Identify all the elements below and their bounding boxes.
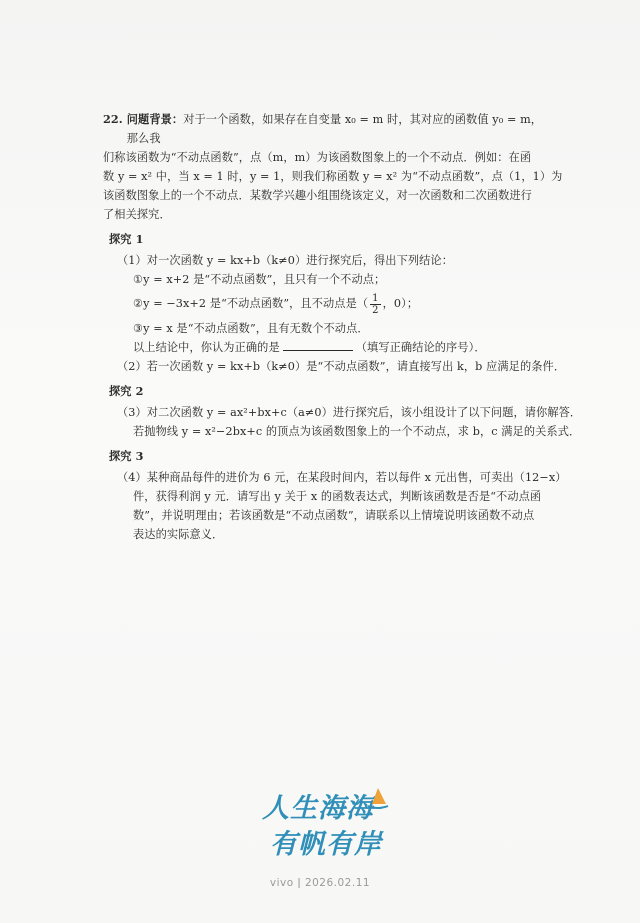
watermark-line-1: 人生海海	[262, 793, 374, 824]
fraction-one-half	[370, 293, 380, 316]
fraction-denominator: 2	[372, 304, 379, 316]
camera-watermark-logo	[258, 786, 388, 866]
intro-line-1: 对于一个函数，如果存在自变量 x₀ = m 时，其对应的函数值 y₀ = m，那么我	[126, 113, 543, 145]
intro-line-4: 该函数图象上的一个不动点．某数学兴趣小组围绕该定义，对一次函数和二次函数进行	[103, 189, 532, 202]
part-4-line-4: 表达的实际意义．	[133, 528, 224, 541]
question-content	[103, 110, 582, 544]
question-intro	[103, 110, 543, 148]
conclusion-2	[103, 289, 543, 319]
conclusion-1: ①y = x+2 是“不动点函数”，且只有一个不动点；	[133, 273, 386, 286]
watermark-line-2: 有帆有岸	[270, 829, 382, 860]
part-1-text: （1）对一次函数 y = kx+b（k≠0）进行探究后，得出下列结论：	[117, 254, 454, 267]
intro-line-5: 了相关探究．	[103, 208, 171, 221]
conclusion-2-before: ②y = −3x+2 是“不动点函数”，且不动点是（	[133, 297, 369, 310]
part-2-text: （2）若一次函数 y = kx+b（k≠0）是“不动点函数”，请直接写出 k，b 应满足的条件．	[117, 360, 566, 373]
answer-blank[interactable]	[283, 338, 353, 351]
question-title: 问题背景：	[126, 112, 184, 126]
sailboat-icon	[366, 786, 390, 812]
conclusion-prompt	[103, 338, 543, 357]
part-3-line-1: （3）对二次函数 y = ax²+bx+c（a≠0）进行探究后，该小组设计了以下问题，请你解答．	[117, 406, 582, 419]
explore-3-heading: 探究 3	[109, 449, 144, 463]
explore-2-heading: 探究 2	[109, 384, 144, 398]
conclusion-3: ③y = x 是“不动点函数”，且有无数个不动点．	[133, 322, 369, 335]
intro-line-2: 们称该函数为“不动点函数”，点（m，m）为该函数图象上的一个不动点．例如：在函	[103, 151, 532, 164]
conclusion-prompt-before: 以上结论中，你认为正确的是	[133, 341, 280, 354]
part-3-line-2: 若抛物线 y = x²−2bx+c 的顶点为该函数图象上的一个不动点，求 b，c 满足的关系式．	[133, 425, 581, 438]
explore-1-heading: 探究 1	[109, 232, 144, 246]
part-4-line-1: （4）某种商品每件的进价为 6 元，在某段时间内，若以每件 x 元出售，可卖出（12−x）	[117, 471, 567, 484]
question-number: 22.	[103, 112, 123, 126]
part-4-line-3: 数”，并说明理由；若该函数是“不动点函数”，请联系以上情境说明该函数不动点	[133, 509, 535, 522]
camera-footer: vivo ǀ 2026.02.11	[269, 877, 371, 889]
conclusion-2-after: ，0）；	[382, 297, 419, 310]
fraction-numerator: 1	[372, 292, 379, 304]
intro-line-3: 数 y = x² 中，当 x = 1 时，y = 1，则我们称函数 y = x² 为“不动点函数”，点（1，1）为	[103, 170, 563, 183]
part-4-line-2: 件，获得利润 y 元．请写出 y 关于 x 的函数表达式，判断该函数是否是“不动点函	[133, 490, 542, 503]
conclusion-prompt-after: （填写正确结论的序号）．	[355, 341, 486, 354]
